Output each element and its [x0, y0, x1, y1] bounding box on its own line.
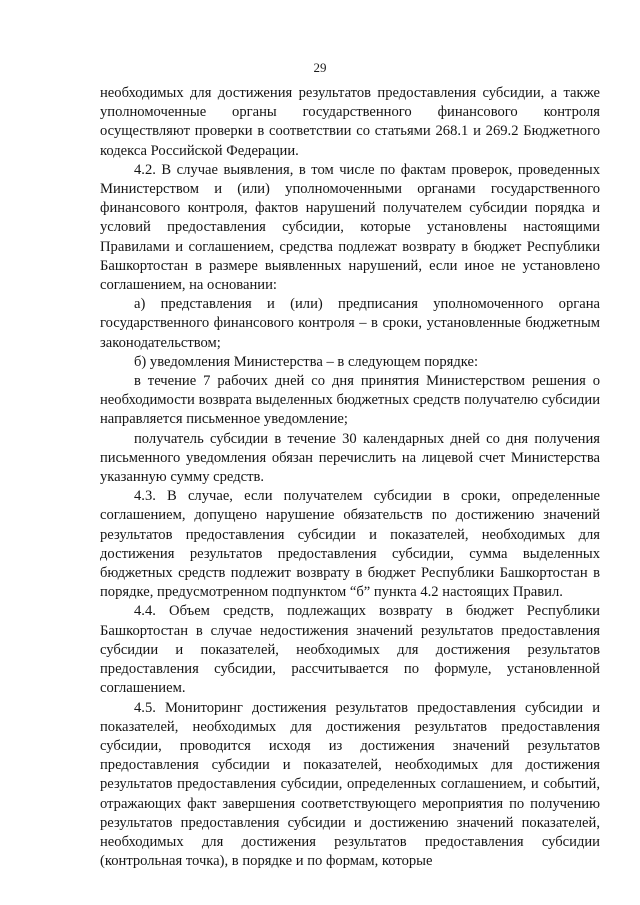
paragraph-continuation: необходимых для достижения результатов предоставления субсидии, а также уполномоченные органы государственного финансового контроля осуществляют проверки в соответствии со статьями 268.1 и 269.2 Бюджетного кодекса Российской Федерации. — [100, 85, 600, 159]
paragraph-4-2-a: а) представления и (или) предписания уполномоченного органа государственного финансового контроля – в сроки, установленные бюджетным законодательством; — [100, 296, 600, 351]
paragraph-4-5: 4.5. Мониторинг достижения результатов предоставления субсидии и показателей, необходимых для достижения результатов предоставления субсидии, проводится исходя из достижения значений результатов предоставления субсидии и показателей, необходимых для достижения результатов предоставления субсидии, определенных соглашением, и событий, отражающих факт завершения соответствующего мероприятия по получению результатов предоставления субсидии и достижению значений показателей, необходимых для достижения результатов предоставления субсидии (контрольная точка), в порядке и по формам, которые — [100, 699, 600, 870]
paragraph-4-2-b-step2: получатель субсидии в течение 30 календарных дней со дня получения письменного уведомления обязан перечислить на лицевой счет Министерства указанную сумму средств. — [100, 430, 600, 486]
paragraph-4-4: 4.4. Объем средств, подлежащих возврату в бюджет Республики Башкортостан в случае недостижения значений результатов предоставления субсидии и показателей, необходимых для достижения результатов предоставления субсидии, рассчитывается по формуле, установленной соглашением. — [100, 603, 600, 697]
body-text — [100, 84, 600, 871]
paragraph-4-2-b-step1: в течение 7 рабочих дней со дня принятия Министерством решения о необходимости возврата выделенных бюджетных средств получателю субсидии направляется письменное уведомление; — [100, 373, 600, 428]
page-number: 29 — [313, 60, 327, 75]
paragraph-4-2: 4.2. В случае выявления, в том числе по фактам проверок, проведенных Министерством и (или) уполномоченными органами государственного финансового контроля, фактов нарушений получателем субсидии порядка и условий предоставления субсидии, которые установлены настоящими Правилами и соглашением, средства подлежат возврату в бюджет Республики Башкортостан в размере выявленных нарушений, если иное не установлено соглашением, на основании: — [100, 161, 600, 294]
paragraph-4-3: 4.3. В случае, если получателем субсидии в сроки, определенные соглашением, допущено нарушение обязательств по достижению значений результатов предоставления субсидии и показателей, необходимых для достижения результатов предоставления субсидии, сумма выделенных бюджетных средств подлежит возврату в бюджет Республики Башкортостан в порядке, предусмотренном подпунктом “б” пункта 4.2 настоящих Правил. — [100, 488, 600, 601]
paragraph-4-2-b: б) уведомления Министерства – в следующем порядке: — [134, 353, 479, 370]
